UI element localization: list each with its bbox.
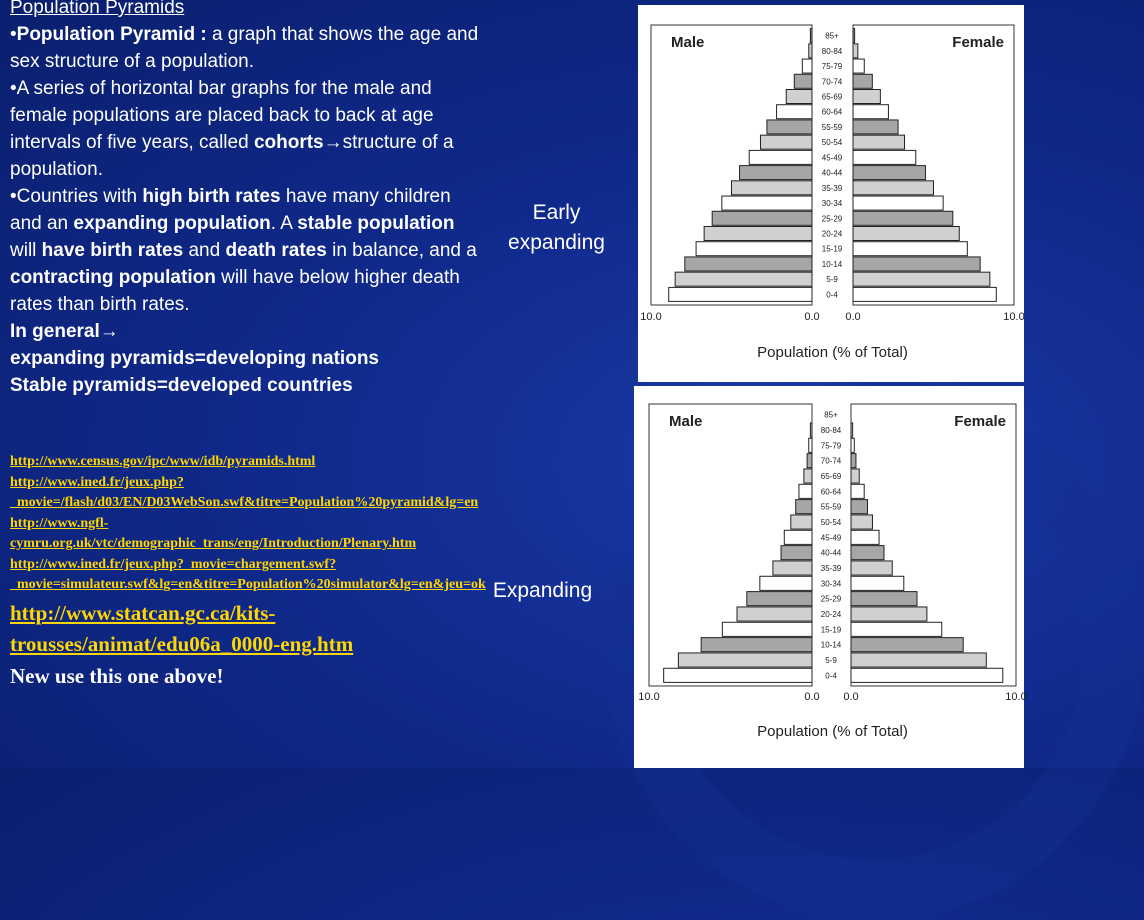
age-group-label: 0-4 [826,290,838,300]
age-group-label: 10-14 [821,259,843,269]
male-bar [740,166,812,180]
axis-tick-label: 0.0 [843,691,859,703]
female-bar [853,135,905,149]
female-bar [853,211,953,225]
female-bar [851,423,853,437]
age-group-label: 10-14 [820,640,842,650]
male-bar [804,469,812,483]
age-group-label: 35-39 [820,564,842,573]
male-bar [664,668,812,682]
age-group-label: 80-84 [821,46,843,56]
axis-tick-label: 10.0 [640,311,662,323]
male-bar [773,561,812,575]
female-bar [851,561,892,575]
female-bar [851,500,868,514]
age-group-label: 50-54 [820,518,842,527]
age-group-label: 45-49 [821,153,843,163]
age-group-label: 65-69 [821,92,843,102]
axis-tick-label: 0.0 [845,311,861,323]
age-group-label: 55-59 [821,122,843,132]
age-group-label: 25-29 [821,214,843,224]
age-group-label: 30-34 [821,199,843,209]
slide-text [10,0,480,399]
female-bar [853,74,872,88]
slide-title: Population Pyramids [10,0,185,18]
expanding-chart [634,386,1027,768]
links-block [10,452,486,689]
axis-tick-label: 0.0 [804,311,820,323]
age-group-label: 5-9 [826,275,838,285]
female-bar [851,653,986,667]
age-group-label: 0-4 [825,671,837,681]
male-bar [749,150,812,164]
male-bar [712,211,812,225]
male-bar [781,546,812,560]
female-bar [851,454,856,468]
female-bar [853,181,934,195]
female-bar [853,226,959,240]
male-bar [760,576,812,590]
female-bar [851,484,864,498]
census-link[interactable]: http://www.census.gov/ipc/www/idb/pyramids.html [10,454,316,469]
expanding-summary: expanding pyramids=developing nations [10,348,379,369]
ngfl-link[interactable]: http://www.ngfl-cymru.org.uk/vtc/demographic_trans/eng/Introduction/Plenary.htm [10,515,417,551]
age-group-label: 60-64 [820,487,842,497]
age-group-label: 70-74 [820,456,842,466]
axis-tick-label: 0.0 [804,691,820,703]
age-group-label: 85+ [825,31,839,41]
female-bar [853,242,967,256]
stable-summary: Stable pyramids=developed countries [10,375,353,396]
new-use-note: New use this one above! [10,663,224,688]
female-bar [851,607,927,621]
age-group-label: 40-44 [821,168,843,178]
age-group-label: 75-79 [821,62,843,72]
axis-tick-label: 10.0 [638,691,660,703]
female-bar [851,638,963,652]
axis-tick-label: 10.0 [1005,691,1027,703]
age-group-label: 35-39 [821,183,843,193]
female-label: Female [952,34,1004,51]
female-bar [851,622,942,636]
female-bar [851,592,917,606]
age-group-label: 60-64 [821,107,843,117]
female-bar [853,272,990,286]
male-bar [767,120,812,134]
male-bar [696,242,812,256]
male-bar [760,135,812,149]
age-group-label: 20-24 [820,610,842,619]
x-axis-label: Population (% of Total) [757,344,908,361]
arrow-icon: → [323,132,343,153]
male-bar [786,89,812,103]
male-bar [777,105,812,119]
cohorts-paragraph: •A series of horizontal bar graphs for the male and female populations are placed back to back at age intervals of five years, called cohorts→structure of a population. [10,78,454,180]
female-bar [853,44,858,58]
early-expanding-pyramid [638,5,1024,382]
male-bar [704,226,812,240]
female-bar [851,515,872,529]
age-group-label: 75-79 [820,441,842,451]
age-group-label: 15-19 [820,625,842,635]
female-bar [853,150,916,164]
male-bar [809,44,812,58]
in-general-line: In general→ [10,321,119,342]
female-bar [851,469,859,483]
age-group-label: 25-29 [820,594,842,604]
ined-simulator-link[interactable]: http://www.ined.fr/jeux.php?_movie=chargement.swf?_movie=simulateur.swf&lg=en&titre=Population%20simulator&lg=en&jeu=ok [10,556,486,592]
female-bar [853,105,888,119]
male-bar [701,638,812,652]
age-group-label: 70-74 [821,77,843,87]
female-bar [853,29,855,43]
age-group-label: 55-59 [820,502,842,512]
male-bar [784,530,812,544]
female-bar [853,166,925,180]
male-bar [675,272,812,286]
female-bar [851,438,854,452]
male-bar [669,287,812,301]
male-bar [732,181,813,195]
early-expanding-label: Early expanding [508,201,605,254]
age-group-label: 45-49 [820,533,842,543]
female-bar [851,576,904,590]
female-bar [853,196,943,210]
male-bar [722,196,812,210]
male-bar [809,438,812,452]
male-bar [794,74,812,88]
male-bar [810,423,812,437]
age-group-label: 50-54 [821,138,843,148]
age-group-label: 20-24 [821,229,843,239]
age-group-label: 5-9 [825,656,837,665]
female-bar [853,257,980,271]
expanding-label: Expanding [492,579,593,602]
female-bar [853,287,996,301]
age-group-label: 15-19 [821,244,843,254]
male-label: Male [669,413,703,430]
male-bar [799,484,812,498]
female-bar [851,546,884,560]
male-bar [685,257,812,271]
male-bar [722,622,812,636]
female-bar [853,120,898,134]
expanding-pyramid [634,386,1027,768]
axis-tick-label: 10.0 [1003,311,1025,323]
age-group-label: 80-84 [820,426,842,435]
male-bar [737,607,812,621]
x-axis-label: Population (% of Total) [757,723,908,740]
male-bar [678,653,812,667]
female-bar [851,530,879,544]
male-bar [802,59,812,73]
male-bar [796,500,812,514]
age-group-label: 65-69 [820,472,842,481]
ined-pyramid-link[interactable]: http://www.ined.fr/jeux.php?_movie=/flash/d03/EN/D03WebSon.swf&titre=Population%20pyramid&lg=en [10,474,479,510]
female-bar [853,59,864,73]
early-expanding-chart [638,5,1024,382]
male-bar [810,29,812,43]
female-bar [853,89,880,103]
age-group-label: 30-34 [820,579,842,589]
female-bar [851,668,1003,682]
female-label: Female [954,413,1006,430]
male-bar [791,515,812,529]
definition-paragraph: •Population Pyramid : a graph that shows the age and sex structure of a population. [10,24,479,72]
male-bar [807,454,812,468]
age-group-label: 40-44 [820,548,842,558]
male-bar [747,592,812,606]
age-group-label: 85+ [824,410,838,420]
birth-rates-paragraph: •Countries with high birth rates have many children and an expanding population. A stable population will have birth rates and death rates in balance, and a contracting population will have below higher death rates than birth rates. [10,186,477,315]
statcan-link[interactable]: http://www.statcan.gc.ca/kits-trousses/animat/edu06a_0000-eng.htm [10,600,354,656]
male-label: Male [671,34,705,51]
